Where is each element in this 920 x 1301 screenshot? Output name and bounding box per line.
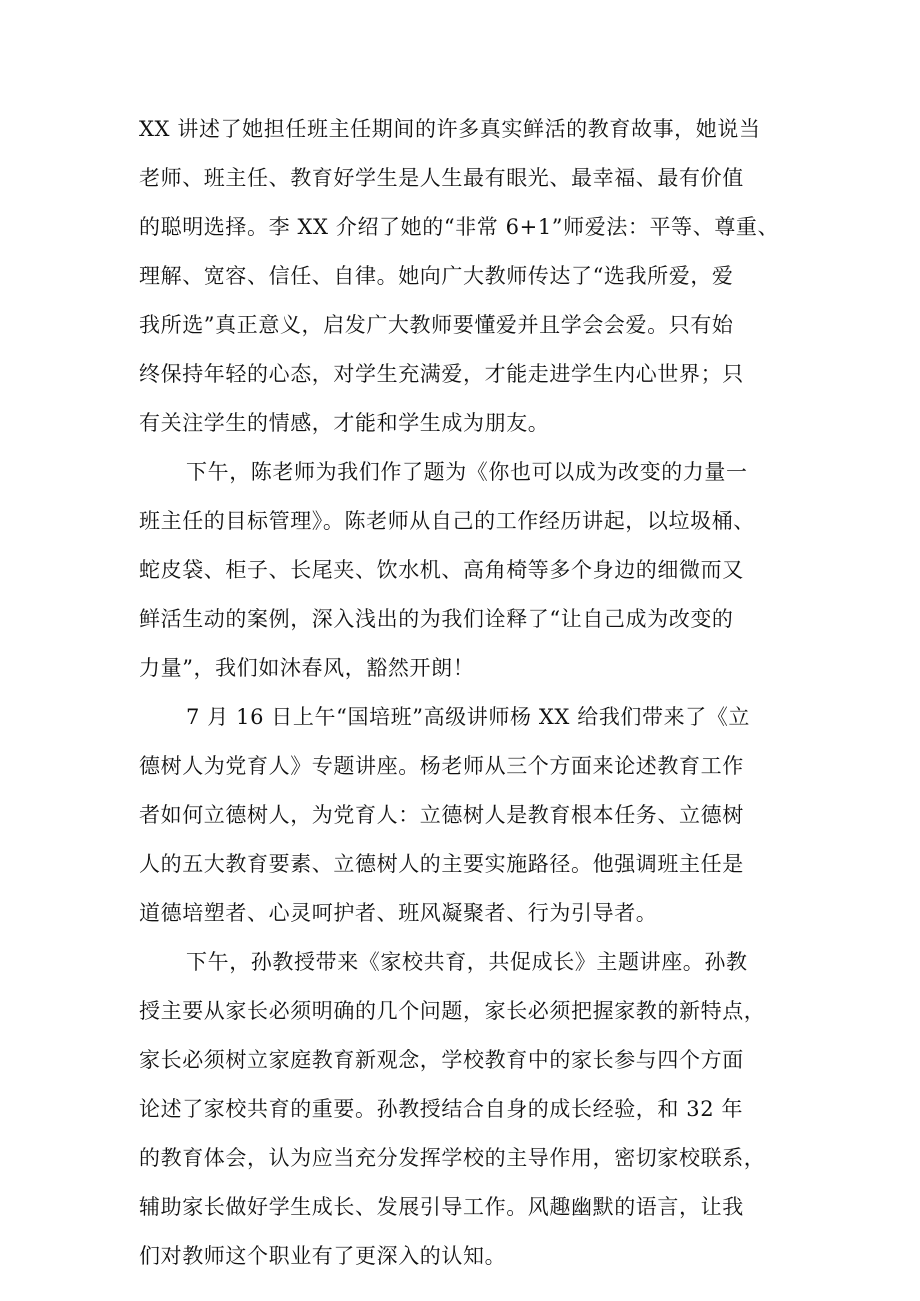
paragraph-2-line-4: 鲜活生动的案例，深入浅出的为我们诠释了“让自己成为改变的 (139, 607, 734, 631)
paragraph-3-line-2: 德树人为党育人》专题讲座。杨老师从三个方面来论述教育工作 (139, 754, 744, 778)
paragraph-3-line-4: 人的五大教育要素、立德树人的主要实施路径。他强调班主任是 (139, 852, 744, 876)
paragraph-1-line-6: 终保持年轻的心态，对学生充满爱，才能走进学生内心世界；只 (139, 362, 744, 386)
paragraph-2-line-1: 下午，陈老师为我们作了题为《你也可以成为改变的力量一 (186, 460, 748, 484)
paragraph-4-line-5: 的教育体会，认为应当充分发挥学校的主导作用，密切家校联系， (139, 1146, 766, 1170)
paragraph-1-line-1: XX 讲述了她担任班主任期间的许多真实鲜活的教育故事，她说当 (139, 117, 761, 141)
paragraph-2-line-5: 力量”，我们如沐春风，豁然开朗！ (139, 656, 475, 680)
paragraph-4-line-2: 授主要从家长必须明确的几个问题，家长必须把握家教的新特点， (139, 999, 766, 1023)
paragraph-1-line-5: 我所选”真正意义，启发广大教师要懂爱并且学会会爱。只有始 (139, 313, 734, 337)
paragraph-3-line-5: 道德培塑者、心灵呵护者、班风凝聚者、行为引导者。 (139, 901, 658, 925)
paragraph-1-line-4: 理解、宽容、信任、自律。她向广大教师传达了“选我所爱，爱 (139, 264, 734, 288)
paragraph-1-line-2: 老师、班主任、教育好学生是人生最有眼光、最幸福、最有价值 (139, 166, 744, 190)
paragraph-4-line-6: 辅助家长做好学生成长、发展引导工作。风趣幽默的语言，让我 (139, 1195, 744, 1219)
paragraph-4-line-4: 论述了家校共育的重要。孙教授结合自身的成长经验，和 32 年 (139, 1097, 744, 1121)
paragraph-4-line-7: 们对教师这个职业有了更深入的认知。 (139, 1244, 507, 1268)
paragraph-2-line-3: 蛇皮袋、柜子、长尾夹、饮水机、高角椅等多个身边的细微而又 (139, 558, 744, 582)
paragraph-1-line-7: 有关注学生的情感，才能和学生成为朋友。 (139, 411, 550, 435)
paragraph-2-line-2: 班主任的目标管理》。陈老师从自己的工作经历讲起，以垃圾桶、 (139, 509, 755, 533)
paragraph-4-line-3: 家长必须树立家庭教育新观念，学校教育中的家长参与四个方面 (139, 1048, 744, 1072)
paragraph-1-line-3: 的聪明选择。李 XX 介绍了她的“非常 6+1”师爱法：平等、尊重、 (139, 215, 780, 239)
paragraph-3-line-1: 7 月 16 日上午“国培班”高级讲师杨 XX 给我们带来了《立 (186, 705, 751, 729)
paragraph-4-line-1: 下午，孙教授带来《家校共育，共促成长》主题讲座。孙教 (186, 950, 748, 974)
paragraph-3-line-3: 者如何立德树人，为党育人：立德树人是教育根本任务、立德树 (139, 803, 744, 827)
